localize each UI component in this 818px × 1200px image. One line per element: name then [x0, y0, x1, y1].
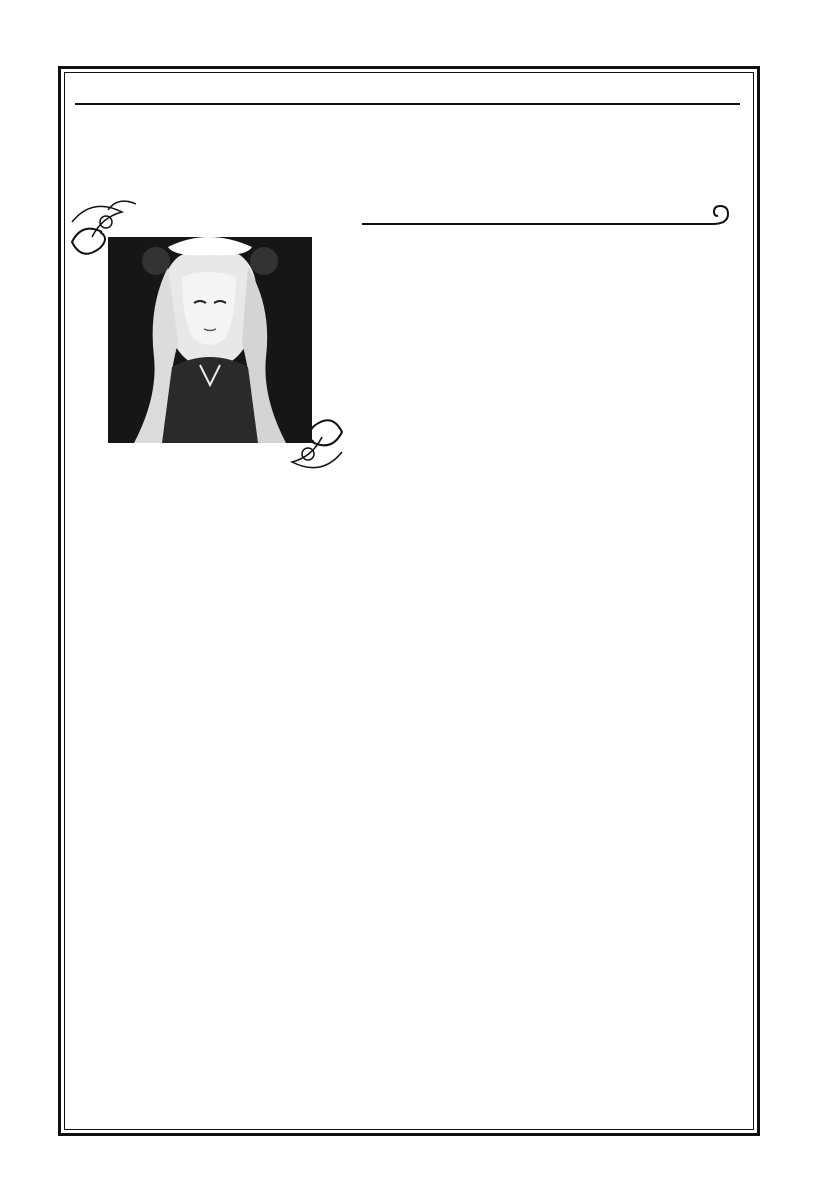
character-portrait [108, 237, 312, 443]
parameter-heading [364, 196, 744, 224]
border-ornament-right [758, 60, 818, 1140]
border-ornament-top [0, 0, 818, 70]
watermark [664, 1140, 814, 1196]
border-ornament-left [0, 60, 60, 1140]
decorative-rule [75, 96, 740, 112]
character-illustration-icon [108, 237, 312, 443]
